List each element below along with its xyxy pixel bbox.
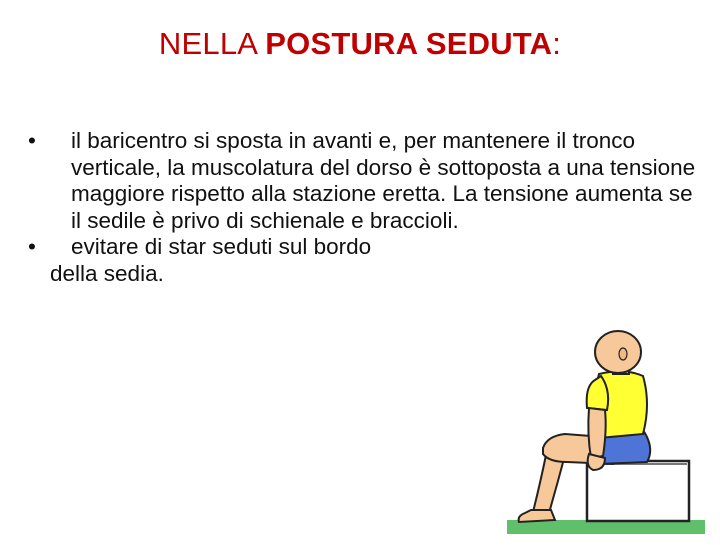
arm bbox=[588, 408, 605, 458]
bullet-dot: • bbox=[28, 234, 36, 259]
body-text bbox=[26, 128, 696, 287]
head bbox=[595, 331, 641, 373]
slide-title bbox=[0, 24, 720, 64]
bullet-item-1 bbox=[26, 128, 696, 234]
bullet-item-2 bbox=[26, 234, 696, 261]
hand bbox=[588, 454, 605, 470]
stool bbox=[587, 461, 689, 521]
bullet-dot: • bbox=[28, 128, 36, 153]
foot bbox=[519, 510, 555, 522]
title-part-2: POSTURA SEDUTA bbox=[265, 26, 553, 61]
bullet-text-1: il baricentro si sposta in avanti e, per mantenere il tronco verticale, la muscolatura del dorso è sottoposta a una tensione maggiore rispetto alla stazione eretta. La tensione aumenta se il sedile è privo di schienale e braccioli. bbox=[71, 128, 696, 233]
illustration-svg bbox=[495, 330, 710, 540]
bullet-text-2: evitare di star seduti sul bordo bbox=[71, 234, 372, 259]
sleeve bbox=[587, 376, 608, 410]
continuation-line: della sedia. bbox=[50, 260, 164, 286]
title-part-1: NELLA bbox=[158, 26, 266, 61]
person-sitting-on-stool-icon bbox=[495, 330, 710, 540]
title-part-3: : bbox=[552, 26, 562, 61]
